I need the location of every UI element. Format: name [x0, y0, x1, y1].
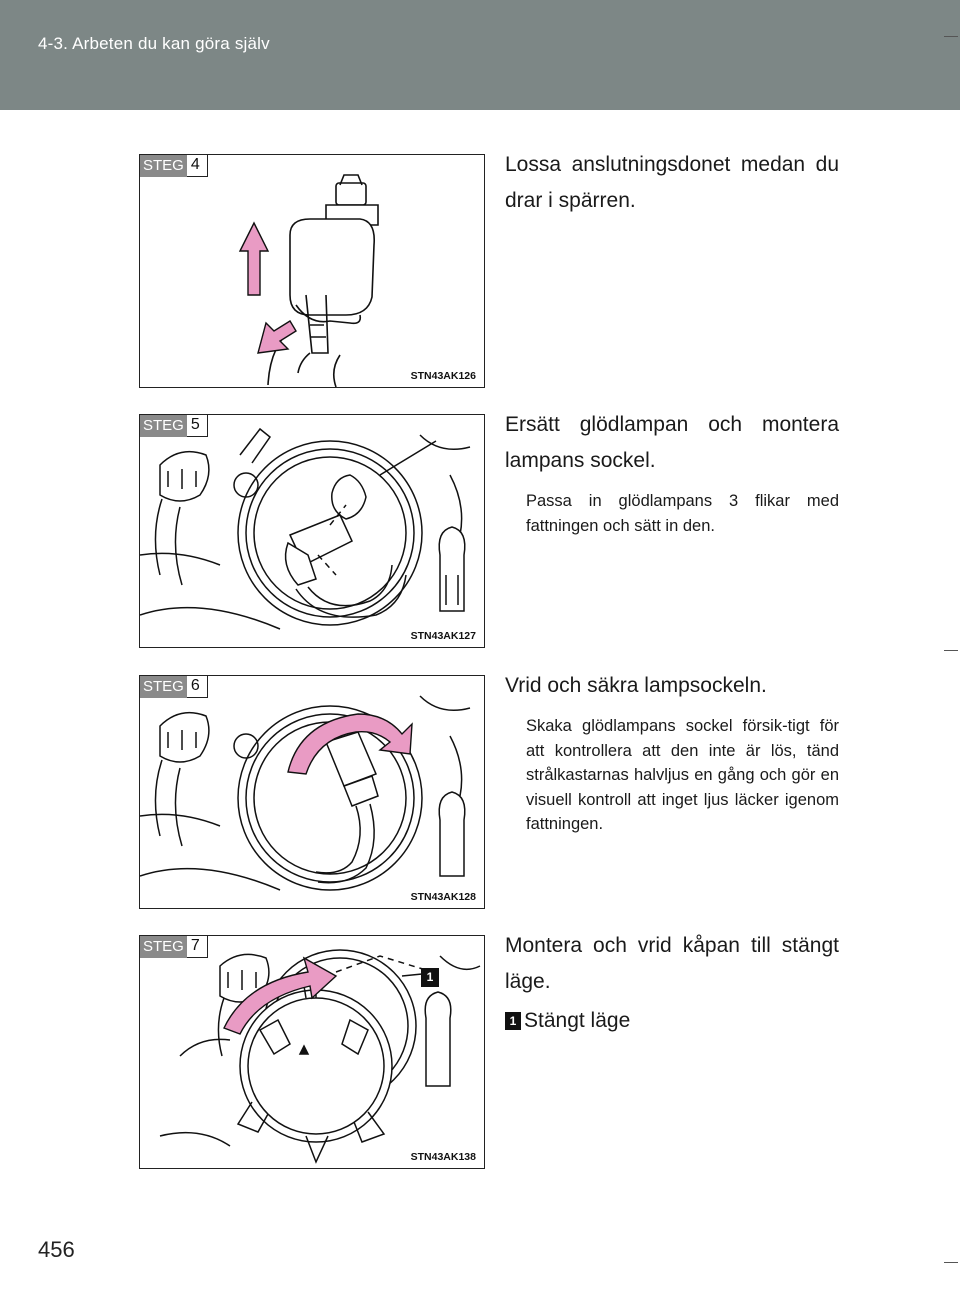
callout-marker: 1 [421, 968, 439, 987]
step-badge [140, 936, 208, 958]
step-label: STEG [140, 155, 187, 177]
legend-badge: 1 [505, 1012, 521, 1030]
step-title: Lossa anslutningsdonet medan du drar i spärren. [505, 153, 839, 212]
figure-code: STN43AK138 [410, 1151, 476, 1163]
step-title: Montera och vrid kåpan till stängt läge. [505, 934, 839, 993]
step-number: 5 [187, 415, 208, 437]
step-4-text [505, 147, 839, 219]
step-number: 4 [187, 155, 208, 177]
socket-rotate-illustration [140, 676, 484, 908]
figure-step-5 [139, 414, 485, 648]
step-title: Ersätt glödlampan och montera lampans sockel. [505, 413, 839, 472]
step-label: STEG [140, 936, 187, 958]
step-description: Passa in glödlampans 3 flikar med fattningen och sätt in den. [526, 492, 839, 535]
step-number: 7 [187, 936, 208, 958]
header-band [0, 0, 960, 110]
crop-mark [944, 650, 958, 651]
legend-text: Stängt läge [524, 1009, 631, 1032]
step-number: 6 [187, 676, 208, 698]
step-description: Skaka glödlampans sockel försik-tigt för att kontrollera att den inte är lös, tänd strålkastarnas halvljus en gång och gör en visuell kontroll att inget ljus läcker igenom fattningen. [526, 717, 839, 833]
step-badge [140, 676, 208, 698]
legend-item [505, 1006, 839, 1036]
crop-mark [944, 36, 958, 37]
bulb-replacement-illustration [140, 415, 484, 647]
step-label: STEG [140, 415, 187, 437]
step-badge [140, 415, 208, 437]
figure-code: STN43AK128 [410, 891, 476, 903]
step-7-text [505, 928, 839, 1036]
step-title: Vrid och säkra lampsockeln. [505, 674, 767, 697]
step-label: STEG [140, 676, 187, 698]
figure-step-7 [139, 935, 485, 1169]
page-number: 456 [38, 1237, 75, 1262]
crop-mark [944, 1262, 958, 1263]
figure-step-4 [139, 154, 485, 388]
figure-step-6 [139, 675, 485, 909]
bulb-connector-illustration [140, 155, 484, 387]
figure-code: STN43AK127 [410, 630, 476, 642]
section-title: 4-3. Arbeten du kan göra själv [38, 34, 270, 53]
step-5-text [505, 407, 839, 538]
step-6-text [505, 668, 839, 837]
figure-code: STN43AK126 [410, 370, 476, 382]
step-badge [140, 155, 208, 177]
